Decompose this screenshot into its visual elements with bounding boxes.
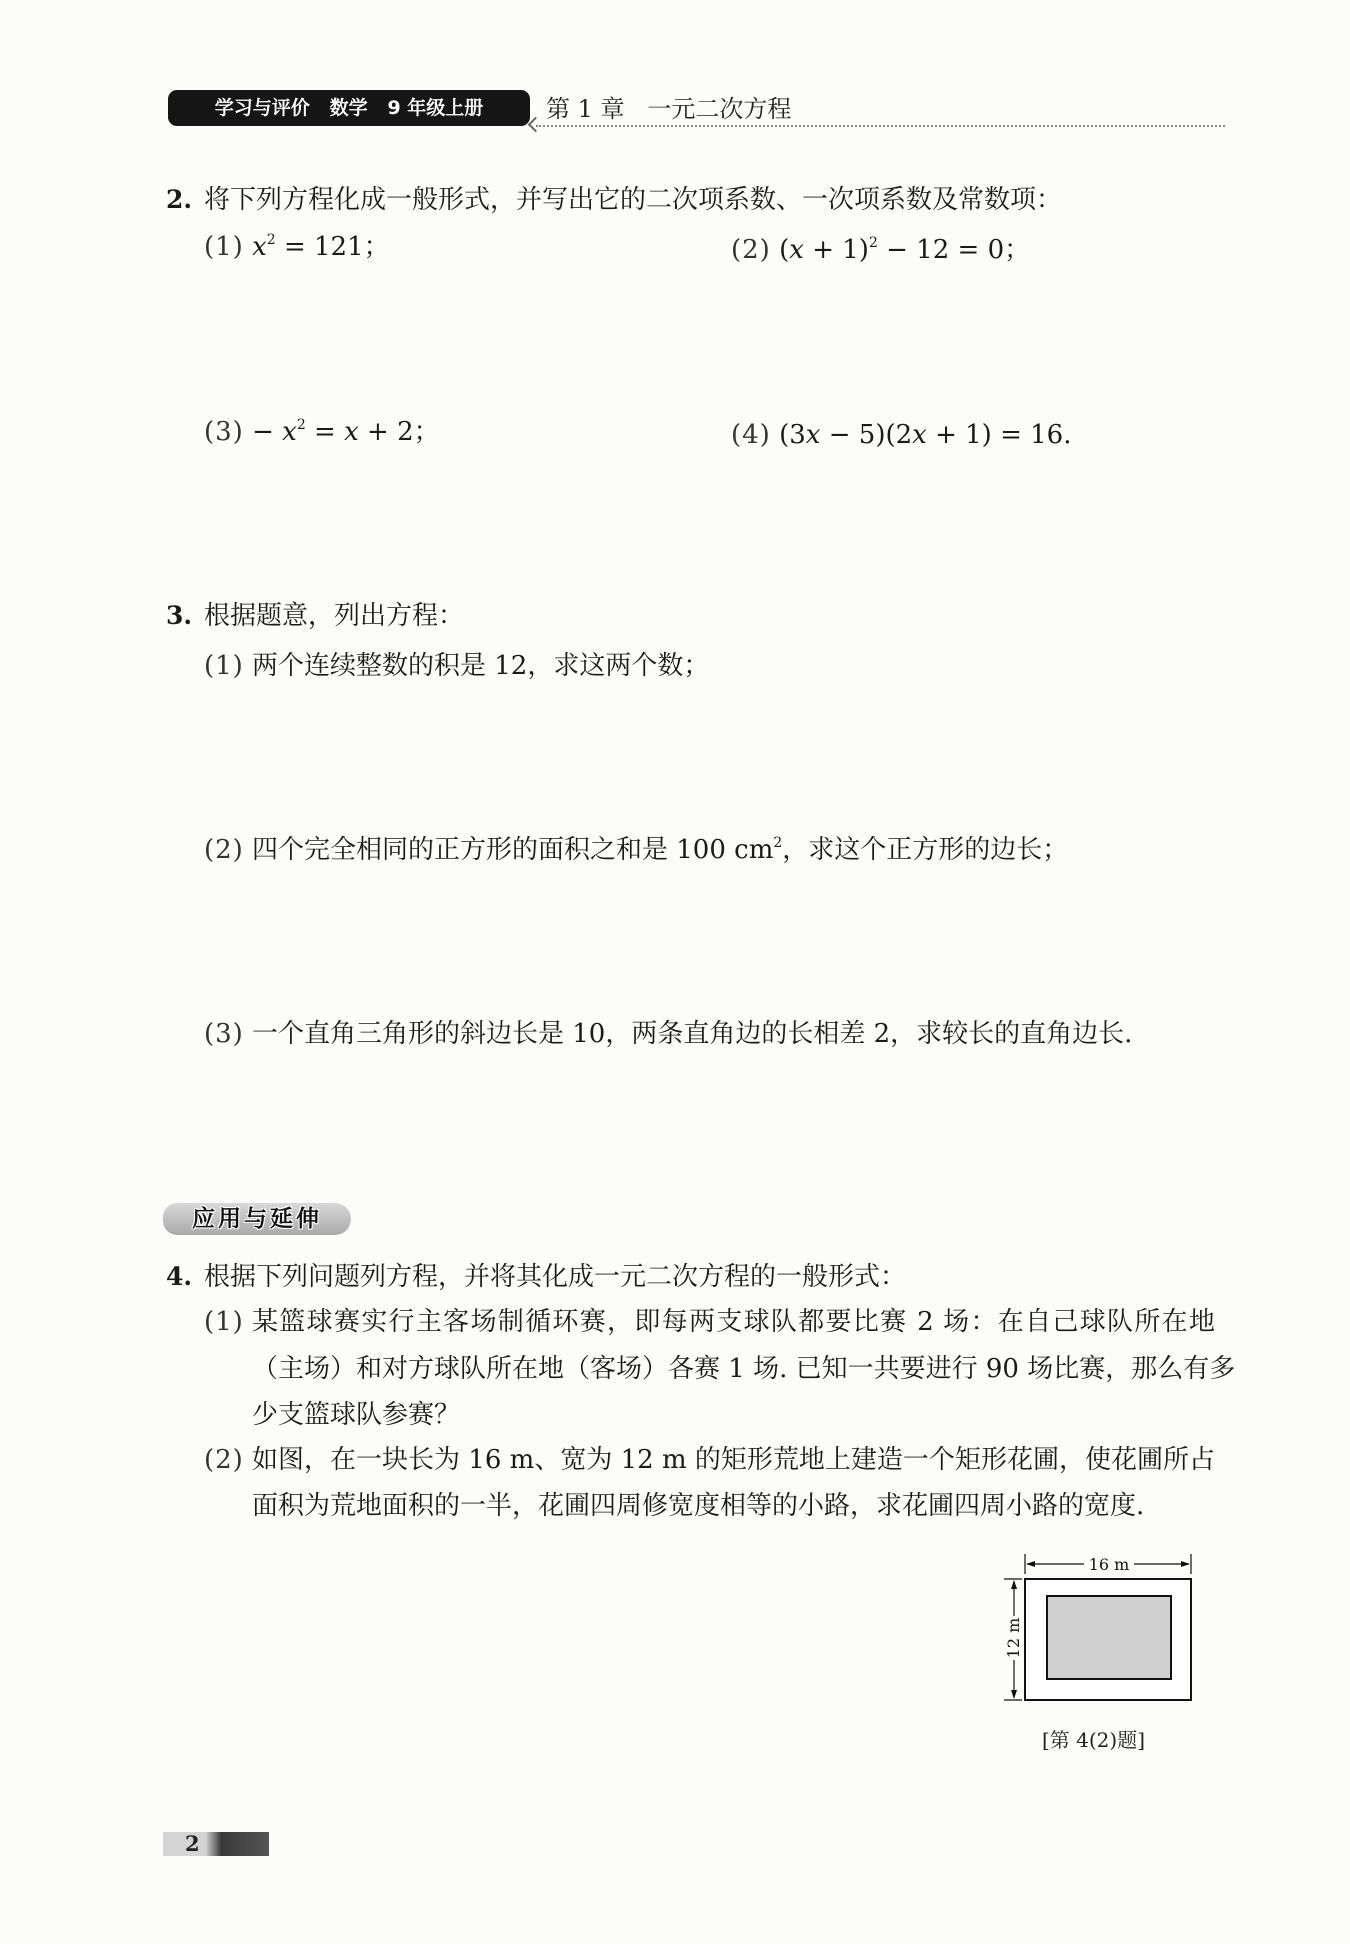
item-text-rest: ，求这个正方形的边长； xyxy=(782,835,1069,865)
width-label: 12 m xyxy=(1004,1617,1023,1659)
q3-item-2-text xyxy=(252,834,1068,866)
q4-item-1-label: (1) xyxy=(204,1307,244,1337)
q2-item-2 xyxy=(731,234,1030,266)
expr-part: − xyxy=(252,417,283,447)
arrow-up-icon xyxy=(1011,1580,1017,1589)
page-number: 2 xyxy=(185,1831,200,1856)
expr-rest: = 121； xyxy=(275,232,390,262)
chapter-title: 一元二次方程 xyxy=(647,95,792,123)
exponent: 2 xyxy=(773,835,783,851)
length-label: 16 m xyxy=(1088,1555,1130,1574)
item-label: (3) xyxy=(204,417,244,447)
arrow-down-icon xyxy=(1011,1690,1017,1699)
q3-number: 3. xyxy=(166,601,193,630)
expr-part: + 1) = 16. xyxy=(926,420,1072,450)
expr-part: + 1) xyxy=(803,235,869,265)
q3-item-1-label: (1) xyxy=(204,651,244,681)
figure-caption: [第 4(2)题] xyxy=(1042,1728,1146,1752)
q3-item-1-text: 两个连续整数的积是 12，求这两个数； xyxy=(252,651,710,681)
garden-rect xyxy=(1047,1596,1171,1679)
item-label: (2) xyxy=(731,235,771,265)
var-x: x xyxy=(282,417,297,447)
header-dotted-rule xyxy=(536,125,1225,127)
expr-part: = xyxy=(305,417,345,447)
item-label: (4) xyxy=(731,420,771,450)
var-x: x xyxy=(805,420,821,450)
expr-part: − 12 = 0； xyxy=(877,235,1031,265)
var-x: x xyxy=(789,235,804,265)
var-x: x xyxy=(252,232,267,262)
q4-item-2-label: (2) xyxy=(204,1445,244,1475)
q2-number: 2. xyxy=(166,185,193,214)
item-label: (1) xyxy=(204,232,244,262)
q2-prompt: 将下列方程化成一般形式，并写出它的二次项系数、一次项系数及常数项： xyxy=(204,185,1063,215)
garden-figure xyxy=(1000,1550,1210,1715)
q4-item-2-line-1: 如图，在一块长为 16 m、宽为 12 m 的矩形荒地上建造一个矩形花圃，使花圃所占 xyxy=(252,1445,1215,1475)
var-x: x xyxy=(912,420,927,450)
q2-item-4 xyxy=(731,419,1072,451)
chapter-number: 第 1 章 xyxy=(546,95,625,123)
expr-part: + 2； xyxy=(358,417,440,447)
q3-item-2-label: (2) xyxy=(204,835,244,865)
exponent: 2 xyxy=(266,232,276,248)
header-grade: 9 年级上册 xyxy=(387,97,484,119)
expr-part: − 5)(2 xyxy=(820,420,913,450)
q2-item-1 xyxy=(204,231,390,263)
q4-item-1-line-3: 少支篮球队参赛？ xyxy=(252,1400,461,1430)
arrow-right-icon xyxy=(1181,1561,1190,1567)
q4-item-1-line-2: （主场）和对方球队所在地（客场）各赛 1 场. 已知一共要进行 90 场比赛，那么有多 xyxy=(252,1354,1236,1384)
arrow-left-icon xyxy=(1026,1561,1035,1567)
header-series: 学习与评价 xyxy=(214,97,310,119)
q3-prompt: 根据题意，列出方程： xyxy=(204,601,465,631)
q4-item-1-line-1: 某篮球赛实行主客场制循环赛，即每两支球队都要比赛 2 场：在自己球队所在地 xyxy=(252,1307,1215,1337)
expr-part: ( xyxy=(779,235,790,265)
exponent: 2 xyxy=(868,235,878,251)
header-subject: 数学 xyxy=(329,97,368,119)
exponent: 2 xyxy=(296,417,306,433)
item-text: 四个完全相同的正方形的面积之和是 100 cm xyxy=(252,835,774,865)
q4-number: 4. xyxy=(166,1262,193,1291)
q3-item-3-label: (3) xyxy=(204,1019,244,1049)
q4-prompt: 根据下列问题列方程，并将其化成一元二次方程的一般形式： xyxy=(204,1262,907,1292)
var-x: x xyxy=(344,417,359,447)
chapter-heading xyxy=(546,94,791,124)
q4-item-2-line-2: 面积为荒地面积的一半，花圃四周修宽度相等的小路，求花圃四周小路的宽度. xyxy=(252,1491,1145,1521)
q3-item-3-text: 一个直角三角形的斜边长是 10，两条直角边的长相差 2，求较长的直角边长. xyxy=(252,1019,1133,1049)
section-badge: 应用与延伸 xyxy=(163,1203,351,1235)
expr-part: (3 xyxy=(779,420,806,450)
header-series-badge xyxy=(168,90,530,126)
q2-item-3 xyxy=(204,416,440,448)
page-number-badge xyxy=(163,1832,269,1856)
